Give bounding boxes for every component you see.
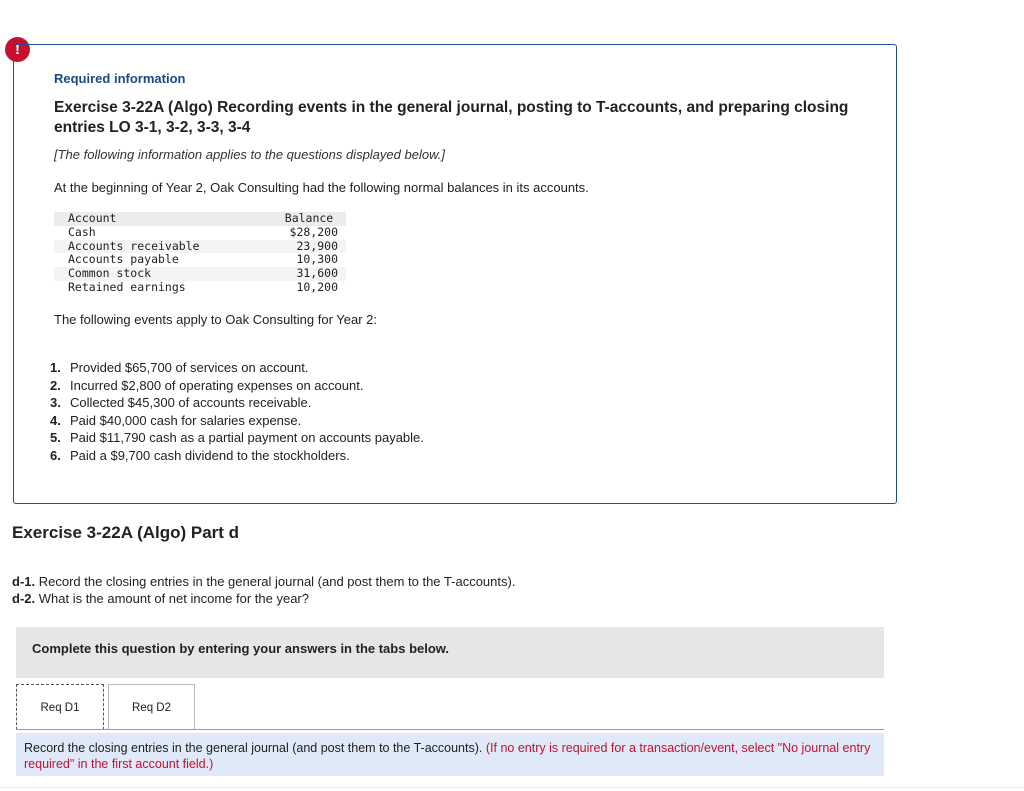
table-row [54,281,346,295]
question-label: d-1. [12,574,36,589]
event-number: 6. [50,447,61,463]
list-item [50,447,424,465]
event-text: Paid $40,000 cash for salaries expense. [70,412,302,428]
complete-prompt-bar [16,627,884,678]
list-item [50,359,424,377]
question-text: Record the closing entries in the general journal (and post them to the T-accounts). [35,574,516,589]
event-number: 2. [50,377,61,393]
event-number: 4. [50,412,61,428]
required-information-panel [13,44,897,504]
account-balance: 23,900 [272,240,346,254]
tabs-divider [16,729,884,730]
required-information-heading: Required information [54,71,186,86]
account-balances-table [54,212,346,295]
events-list [50,359,424,465]
event-number: 3. [50,395,61,411]
question-d2 [12,590,515,607]
applies-note: [The following information applies to the questions displayed below.] [54,147,445,162]
table-row [54,253,346,267]
complete-prompt: Complete this question by entering your answers in the tabs below. [32,641,450,656]
question-text: What is the amount of net income for the year? [35,591,309,606]
tab-req-d2[interactable]: Req D2 [108,684,195,730]
event-text: Collected $45,300 of accounts receivable. [70,395,312,411]
account-balance: 10,300 [296,252,338,267]
list-item [50,412,424,430]
event-number: 5. [50,430,61,446]
part-title: Exercise 3-22A (Algo) Part d [12,523,240,542]
intro-text: At the beginning of Year 2, Oak Consulting had the following normal balances in its accounts. [54,180,589,195]
account-balance: $28,200 [289,224,338,239]
instruction-text: Record the closing entries in the general journal (and post them to the T-accounts). [24,741,483,755]
balance-column-header: Balance [272,212,346,226]
bottom-divider [0,787,1024,788]
instruction-panel [16,733,884,776]
list-item [50,394,424,412]
account-name: Common stock [54,267,272,281]
account-name: Retained earnings [68,279,186,294]
account-name: Accounts receivable [54,240,272,254]
table-row [54,226,346,240]
question-d1 [12,573,515,590]
table-row [54,267,346,281]
account-name: Accounts payable [68,252,179,267]
question-label: d-2. [12,591,36,606]
tab-req-d1[interactable]: Req D1 [16,684,104,730]
question-block [12,573,515,607]
account-column-header: Account [54,212,272,226]
instruction-hint: (If no entry is required for a transaction/event, select "No journal entry required" in the first account field.) [24,741,871,771]
table-row [54,240,346,254]
account-balance: 10,200 [296,279,338,294]
event-text: Paid a $9,700 cash dividend to the stockholders. [70,447,350,463]
event-text: Incurred $2,800 of operating expenses on account. [70,377,364,393]
exercise-title: Exercise 3-22A (Algo) Recording events in the general journal, posting to T-accounts, and preparing closing entries LO 3-1, 3-2, 3-3, 3-4 [54,99,849,136]
alert-icon: ! [5,37,30,62]
event-text: Provided $65,700 of services on account. [70,360,309,375]
event-number: 1. [50,360,61,375]
events-intro: The following events apply to Oak Consulting for Year 2: [54,312,378,327]
table-header-row [54,212,346,226]
account-name: Cash [68,224,96,239]
account-balance: 31,600 [272,267,346,281]
list-item [50,429,424,447]
list-item [50,377,424,395]
event-text: Paid $11,790 cash as a partial payment on accounts payable. [70,430,424,446]
